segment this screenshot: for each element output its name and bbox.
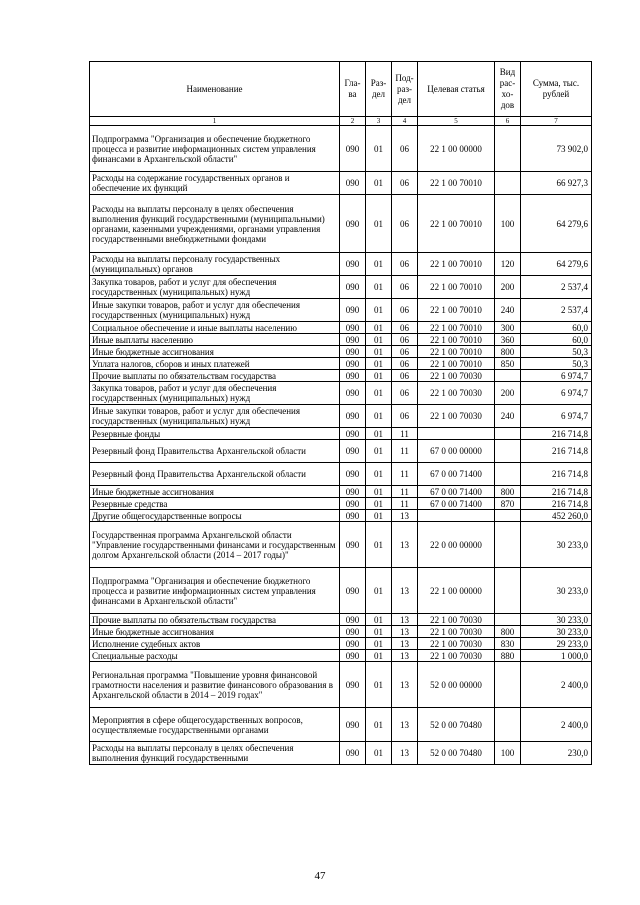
cell-sum: 216 714,8 <box>521 463 592 486</box>
cell-vid: 800 <box>495 486 521 498</box>
cell-target: 22 1 00 70010 <box>418 346 495 358</box>
cell-podrazdel: 06 <box>392 253 418 276</box>
cell-sum: 64 279,6 <box>521 253 592 276</box>
cell-target: 52 0 00 70480 <box>418 742 495 765</box>
cell-glava: 090 <box>340 346 366 358</box>
cell-podrazdel: 13 <box>392 638 418 650</box>
cell-razdel: 01 <box>366 195 392 253</box>
column-number: 7 <box>521 117 592 126</box>
table-row <box>90 742 592 765</box>
cell-target: 52 0 00 70480 <box>418 708 495 742</box>
cell-glava: 090 <box>340 276 366 299</box>
cell-sum: 64 279,6 <box>521 195 592 253</box>
cell-glava: 090 <box>340 322 366 334</box>
cell-razdel: 01 <box>366 276 392 299</box>
header-sum: Сумма, тыс. рублей <box>521 62 592 117</box>
cell-target: 22 1 00 70010 <box>418 253 495 276</box>
cell-sum: 2 537,4 <box>521 276 592 299</box>
cell-name: Прочие выплаты по обязательствам государства <box>90 614 340 626</box>
column-number-row <box>90 117 592 126</box>
cell-glava: 090 <box>340 510 366 522</box>
cell-target: 22 1 00 70010 <box>418 322 495 334</box>
cell-name: Другие общегосударственные вопросы <box>90 510 340 522</box>
cell-razdel: 01 <box>366 405 392 428</box>
cell-vid <box>495 708 521 742</box>
cell-name: Расходы на выплаты персоналу в целях обеспечения выполнения функций государственными (муниципальными) органами, казенными учреждениями, органами управления государственными внебюджетными фондами <box>90 195 340 253</box>
cell-target: 22 1 00 70010 <box>418 299 495 322</box>
table-row <box>90 486 592 498</box>
cell-name: Исполнение судебных актов <box>90 638 340 650</box>
cell-vid: 800 <box>495 346 521 358</box>
cell-sum: 30 233,0 <box>521 626 592 638</box>
cell-sum: 50,3 <box>521 346 592 358</box>
table-row <box>90 708 592 742</box>
cell-name: Прочие выплаты по обязательствам государства <box>90 370 340 382</box>
table-row <box>90 382 592 405</box>
cell-glava: 090 <box>340 126 366 172</box>
cell-glava: 090 <box>340 299 366 322</box>
cell-vid: 200 <box>495 276 521 299</box>
cell-sum: 29 233,0 <box>521 638 592 650</box>
cell-vid <box>495 522 521 568</box>
cell-glava: 090 <box>340 498 366 510</box>
cell-vid: 830 <box>495 638 521 650</box>
table-row <box>90 568 592 614</box>
cell-name: Иные бюджетные ассигнования <box>90 626 340 638</box>
table-row <box>90 346 592 358</box>
cell-podrazdel: 13 <box>392 626 418 638</box>
cell-sum: 50,3 <box>521 358 592 370</box>
cell-sum: 30 233,0 <box>521 522 592 568</box>
cell-target: 22 1 00 70010 <box>418 276 495 299</box>
header-row <box>90 62 592 117</box>
cell-name: Резервный фонд Правительства Архангельской области <box>90 463 340 486</box>
table-row <box>90 172 592 195</box>
cell-sum: 30 233,0 <box>521 568 592 614</box>
cell-podrazdel: 11 <box>392 486 418 498</box>
header-target: Целевая статья <box>418 62 495 117</box>
cell-sum: 6 974,7 <box>521 370 592 382</box>
cell-vid: 240 <box>495 299 521 322</box>
cell-sum: 6 974,7 <box>521 405 592 428</box>
header-podrazdel: Под-раз-дел <box>392 62 418 117</box>
cell-vid: 200 <box>495 382 521 405</box>
cell-target: 22 1 00 70030 <box>418 370 495 382</box>
cell-glava: 090 <box>340 626 366 638</box>
cell-vid: 800 <box>495 626 521 638</box>
table-row <box>90 614 592 626</box>
cell-sum: 60,0 <box>521 322 592 334</box>
cell-sum: 2 400,0 <box>521 708 592 742</box>
cell-razdel: 01 <box>366 299 392 322</box>
cell-target: 67 0 00 71400 <box>418 463 495 486</box>
cell-glava: 090 <box>340 405 366 428</box>
cell-sum: 66 927,3 <box>521 172 592 195</box>
cell-glava: 090 <box>340 638 366 650</box>
cell-glava: 090 <box>340 382 366 405</box>
cell-sum: 2 400,0 <box>521 662 592 708</box>
cell-podrazdel: 06 <box>392 358 418 370</box>
cell-target: 22 1 00 70010 <box>418 195 495 253</box>
cell-sum: 6 974,7 <box>521 382 592 405</box>
cell-name: Государственная программа Архангельской области "Управление государственными финансами и государственным долгом Архангельской области (2014 – 2017 годы)" <box>90 522 340 568</box>
cell-name: Резервный фонд Правительства Архангельской области <box>90 440 340 463</box>
table-row <box>90 498 592 510</box>
column-number: 6 <box>495 117 521 126</box>
table-row <box>90 440 592 463</box>
cell-name: Иные бюджетные ассигнования <box>90 486 340 498</box>
table-row <box>90 126 592 172</box>
cell-name: Расходы на выплаты персоналу в целях обеспечения выполнения функций государственными <box>90 742 340 765</box>
cell-target: 67 0 00 00000 <box>418 440 495 463</box>
cell-vid <box>495 568 521 614</box>
cell-glava: 090 <box>340 522 366 568</box>
cell-glava: 090 <box>340 370 366 382</box>
cell-glava: 090 <box>340 334 366 346</box>
cell-glava: 090 <box>340 463 366 486</box>
cell-target: 22 1 00 00000 <box>418 126 495 172</box>
cell-podrazdel: 06 <box>392 126 418 172</box>
cell-razdel: 01 <box>366 253 392 276</box>
cell-target: 67 0 00 71400 <box>418 498 495 510</box>
table-row <box>90 405 592 428</box>
cell-razdel: 01 <box>366 370 392 382</box>
table-row <box>90 299 592 322</box>
header-razdel: Раз-дел <box>366 62 392 117</box>
cell-name: Иные бюджетные ассигнования <box>90 346 340 358</box>
cell-podrazdel: 13 <box>392 614 418 626</box>
cell-vid <box>495 662 521 708</box>
cell-sum: 230,0 <box>521 742 592 765</box>
cell-name: Мероприятия в сфере общегосударственных вопросов, осуществляемые государственными органами <box>90 708 340 742</box>
cell-sum: 216 714,8 <box>521 498 592 510</box>
page-number: 47 <box>314 870 326 882</box>
cell-razdel: 01 <box>366 346 392 358</box>
cell-target: 22 1 00 70030 <box>418 638 495 650</box>
cell-podrazdel: 06 <box>392 195 418 253</box>
cell-sum: 1 000,0 <box>521 650 592 662</box>
cell-podrazdel: 06 <box>392 334 418 346</box>
table-row <box>90 463 592 486</box>
table-row <box>90 626 592 638</box>
table-row <box>90 428 592 440</box>
column-number: 2 <box>340 117 366 126</box>
cell-glava: 090 <box>340 662 366 708</box>
cell-vid <box>495 428 521 440</box>
cell-razdel: 01 <box>366 172 392 195</box>
cell-vid: 300 <box>495 322 521 334</box>
column-number: 5 <box>418 117 495 126</box>
cell-razdel: 01 <box>366 742 392 765</box>
cell-name: Региональная программа "Повышение уровня финансовой грамотности населения и развитие финансового образования в Архангельской области в 2014 – 2019 годах" <box>90 662 340 708</box>
column-number: 4 <box>392 117 418 126</box>
cell-glava: 090 <box>340 486 366 498</box>
cell-vid <box>495 126 521 172</box>
cell-glava: 090 <box>340 708 366 742</box>
cell-name: Подпрограмма "Организация и обеспечение бюджетного процесса и развитие информационных систем управления финансами в Архангельской области" <box>90 126 340 172</box>
cell-glava: 090 <box>340 195 366 253</box>
cell-razdel: 01 <box>366 614 392 626</box>
cell-razdel: 01 <box>366 334 392 346</box>
cell-razdel: 01 <box>366 522 392 568</box>
cell-target: 22 1 00 70030 <box>418 405 495 428</box>
header-glava: Гла-ва <box>340 62 366 117</box>
cell-target: 22 1 00 70030 <box>418 382 495 405</box>
cell-podrazdel: 13 <box>392 650 418 662</box>
cell-sum: 73 902,0 <box>521 126 592 172</box>
cell-podrazdel: 11 <box>392 428 418 440</box>
table-row <box>90 253 592 276</box>
cell-target: 22 1 00 70010 <box>418 334 495 346</box>
cell-glava: 090 <box>340 568 366 614</box>
cell-target: 22 1 00 70030 <box>418 626 495 638</box>
cell-razdel: 01 <box>366 463 392 486</box>
cell-name: Иные закупки товаров, работ и услуг для обеспечения государственных (муниципальных) нужд <box>90 299 340 322</box>
cell-vid: 100 <box>495 742 521 765</box>
cell-name: Специальные расходы <box>90 650 340 662</box>
cell-name: Резервные фонды <box>90 428 340 440</box>
cell-razdel: 01 <box>366 498 392 510</box>
cell-glava: 090 <box>340 172 366 195</box>
cell-podrazdel: 11 <box>392 498 418 510</box>
cell-razdel: 01 <box>366 486 392 498</box>
cell-podrazdel: 11 <box>392 463 418 486</box>
cell-podrazdel: 13 <box>392 708 418 742</box>
cell-name: Подпрограмма "Организация и обеспечение бюджетного процесса и развитие информационных систем управления финансами в Архангельской области" <box>90 568 340 614</box>
cell-podrazdel: 06 <box>392 276 418 299</box>
cell-sum: 216 714,8 <box>521 428 592 440</box>
cell-target: 22 1 00 00000 <box>418 568 495 614</box>
cell-target: 22 1 00 70010 <box>418 358 495 370</box>
cell-name: Иные закупки товаров, работ и услуг для обеспечения государственных (муниципальных) нужд <box>90 405 340 428</box>
cell-podrazdel: 13 <box>392 510 418 522</box>
cell-name: Резервные средства <box>90 498 340 510</box>
cell-sum: 216 714,8 <box>521 440 592 463</box>
cell-glava: 090 <box>340 428 366 440</box>
cell-podrazdel: 06 <box>392 346 418 358</box>
column-number: 3 <box>366 117 392 126</box>
cell-vid: 360 <box>495 334 521 346</box>
table-row <box>90 522 592 568</box>
table-row <box>90 276 592 299</box>
cell-target <box>418 428 495 440</box>
table-row <box>90 334 592 346</box>
cell-name: Закупка товаров, работ и услуг для обеспечения государственных (муниципальных) нужд <box>90 382 340 405</box>
cell-podrazdel: 13 <box>392 662 418 708</box>
cell-vid <box>495 510 521 522</box>
cell-target: 67 0 00 71400 <box>418 486 495 498</box>
cell-name: Закупка товаров, работ и услуг для обеспечения государственных (муниципальных) нужд <box>90 276 340 299</box>
cell-sum: 216 714,8 <box>521 486 592 498</box>
cell-razdel: 01 <box>366 126 392 172</box>
cell-vid: 850 <box>495 358 521 370</box>
cell-vid: 870 <box>495 498 521 510</box>
cell-razdel: 01 <box>366 626 392 638</box>
table-row <box>90 370 592 382</box>
cell-name: Иные выплаты населению <box>90 334 340 346</box>
cell-podrazdel: 06 <box>392 172 418 195</box>
cell-podrazdel: 06 <box>392 322 418 334</box>
cell-target: 22 1 00 70010 <box>418 172 495 195</box>
cell-glava: 090 <box>340 614 366 626</box>
cell-vid <box>495 440 521 463</box>
cell-podrazdel: 13 <box>392 742 418 765</box>
table-row <box>90 638 592 650</box>
column-number: 1 <box>90 117 340 126</box>
table-row <box>90 358 592 370</box>
cell-razdel: 01 <box>366 358 392 370</box>
cell-vid <box>495 463 521 486</box>
cell-razdel: 01 <box>366 382 392 405</box>
cell-target: 22 0 00 00000 <box>418 522 495 568</box>
cell-razdel: 01 <box>366 510 392 522</box>
table-body <box>90 126 592 765</box>
cell-podrazdel: 13 <box>392 522 418 568</box>
cell-glava: 090 <box>340 253 366 276</box>
cell-vid <box>495 172 521 195</box>
cell-target: 52 0 00 00000 <box>418 662 495 708</box>
cell-vid: 120 <box>495 253 521 276</box>
cell-razdel: 01 <box>366 568 392 614</box>
cell-glava: 090 <box>340 440 366 463</box>
cell-razdel: 01 <box>366 650 392 662</box>
table-row <box>90 650 592 662</box>
cell-razdel: 01 <box>366 662 392 708</box>
cell-target <box>418 510 495 522</box>
cell-name: Расходы на выплаты персоналу государственных (муниципальных) органов <box>90 253 340 276</box>
cell-sum: 60,0 <box>521 334 592 346</box>
cell-razdel: 01 <box>366 708 392 742</box>
cell-podrazdel: 06 <box>392 370 418 382</box>
table-row <box>90 322 592 334</box>
cell-podrazdel: 06 <box>392 405 418 428</box>
cell-sum: 30 233,0 <box>521 614 592 626</box>
cell-vid: 240 <box>495 405 521 428</box>
cell-vid: 100 <box>495 195 521 253</box>
header-name: Наименование <box>90 62 340 117</box>
cell-name: Уплата налогов, сборов и иных платежей <box>90 358 340 370</box>
cell-name: Расходы на содержание государственных органов и обеспечение их функций <box>90 172 340 195</box>
cell-podrazdel: 11 <box>392 440 418 463</box>
budget-table <box>89 61 592 765</box>
cell-razdel: 01 <box>366 428 392 440</box>
cell-razdel: 01 <box>366 638 392 650</box>
cell-podrazdel: 06 <box>392 382 418 405</box>
cell-sum: 452 260,0 <box>521 510 592 522</box>
cell-podrazdel: 13 <box>392 568 418 614</box>
table-row <box>90 662 592 708</box>
cell-podrazdel: 06 <box>392 299 418 322</box>
cell-vid: 880 <box>495 650 521 662</box>
cell-vid <box>495 370 521 382</box>
cell-glava: 090 <box>340 650 366 662</box>
cell-sum: 2 537,4 <box>521 299 592 322</box>
table-row <box>90 195 592 253</box>
header-vid: Вид рас-хо-дов <box>495 62 521 117</box>
cell-vid <box>495 614 521 626</box>
cell-glava: 090 <box>340 358 366 370</box>
cell-name: Социальное обеспечение и иные выплаты населению <box>90 322 340 334</box>
table-row <box>90 510 592 522</box>
cell-glava: 090 <box>340 742 366 765</box>
cell-target: 22 1 00 70030 <box>418 650 495 662</box>
cell-razdel: 01 <box>366 440 392 463</box>
cell-target: 22 1 00 70030 <box>418 614 495 626</box>
cell-razdel: 01 <box>366 322 392 334</box>
